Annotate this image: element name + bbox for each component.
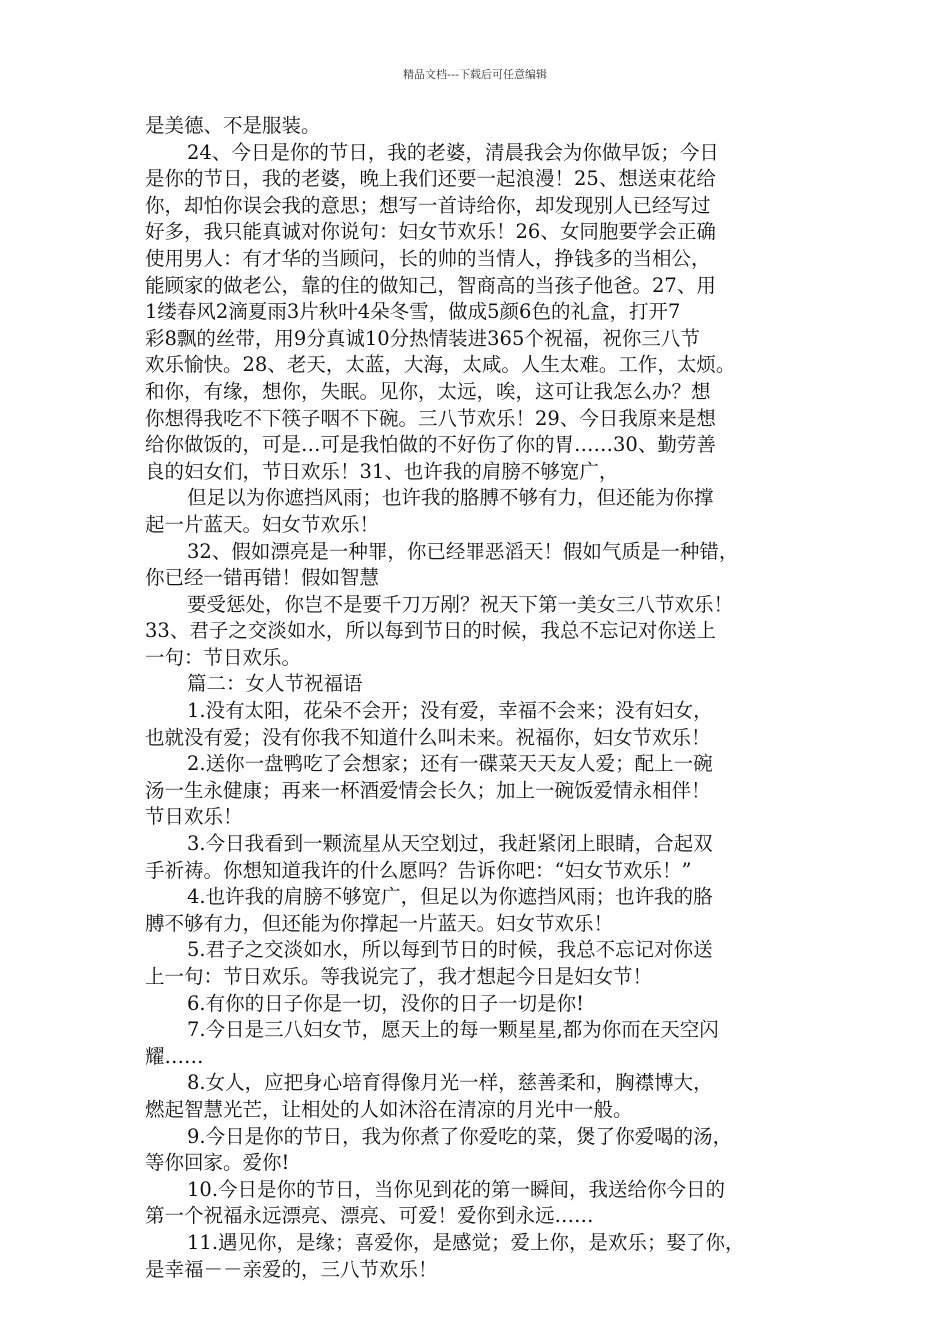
text-line: 1缕春风2滴夏雨3片秋叶4朵冬雪，做成5颜6色的礼盒，打开7 (145, 300, 681, 324)
text-line: 欢乐愉快。28、老天，太蓝，大海，太咸。人生太难。工作，太烦。 (145, 353, 736, 377)
text-line: 上一句：节日欢乐。等我说完了，我才想起今日是妇女节！ (145, 965, 653, 988)
text-line: 手祈祷。你想知道我许的什么愿吗？告诉你吧：“妇女节欢乐！” (145, 858, 692, 882)
text-line: 良的妇女们，节日欢乐！31、也许我的肩膀不够宽广， (145, 459, 619, 483)
text-line: 33、君子之交淡如水，所以每到节日的时候，我总不忘记对你送上 (145, 619, 716, 643)
text-line: 节日欢乐！ (145, 805, 243, 829)
text-line: 你想得我吃不下筷子咽不下碗。三八节欢乐！29、今日我原来是想 (145, 406, 716, 430)
text-line: 使用男人：有才华的当顾问，长的帅的当情人，挣钱多的当相公， (145, 246, 711, 270)
text-line: 好多，我只能真诚对你说句：妇女节欢乐！26、女同胞要学会正确 (145, 220, 716, 244)
text-line: 等你回家。爱你! (145, 1151, 290, 1175)
text-line: 也就没有爱；没有你我不知道什么叫未来。祝福你，妇女节欢乐！ (145, 725, 711, 749)
document-body (145, 113, 815, 1283)
text-line: 5.君子之交淡如水，所以每到节日的时候，我总不忘记对你送 (187, 938, 713, 962)
text-line: 是美德、不是服装。 (145, 114, 321, 137)
text-line: 2.送你一盘鸭吃了会想家；还有一碟菜天天友人爱；配上一碗 (187, 752, 713, 776)
text-line: 要受惩处，你岂不是要千刀万剐？祝天下第一美女三八节欢乐！ (187, 592, 734, 616)
text-line: 是你的节日，我的老婆，晚上我们还要一起浪漫！25、想送束花给 (145, 167, 716, 191)
text-line: 4.也许我的肩膀不够宽广，但足以为你遮挡风雨；也许我的胳 (187, 885, 713, 909)
text-line: 7.今日是三八妇女节，愿天上的每一颗星星,都为你而在天空闪 (187, 1018, 719, 1042)
text-line: 但足以为你遮挡风雨；也许我的胳膊不够有力，但还能为你撑 (187, 486, 714, 510)
text-line: 你，却怕你误会我的意思；想写一首诗给你，却发现别人已经写过 (145, 193, 711, 217)
text-line: 汤一生永健康；再来一杯酒爱情会长久；加上一碗饭爱情永相伴！ (145, 778, 711, 802)
text-line: 24、今日是你的节日，我的老婆，清晨我会为你做早饭；今日 (187, 140, 719, 164)
text-line: 32、假如漂亮是一种罪，你已经罪恶滔天！假如气质是一种错， (187, 539, 739, 563)
text-line: 燃起智慧光芒，让相处的人如沐浴在清凉的月光中一般。 (145, 1097, 633, 1121)
text-line: 起一片蓝天。妇女节欢乐！ (145, 512, 380, 536)
text-line: 8.女人，应把身心培育得像月光一样，慈善柔和，胸襟博大， (187, 1071, 713, 1095)
text-line: 你已经一错再错！假如智慧 (145, 566, 380, 590)
text-line: 膊不够有力，但还能为你撑起一片蓝天。妇女节欢乐！ (145, 911, 614, 935)
text-line: 给你做饭的，可是…可是我怕做的不好伤了你的胃……30、勤劳善 (145, 433, 716, 457)
text-line: 第一个祝福永远漂亮、漂亮、可爱！爱你到永远…… (145, 1204, 594, 1228)
text-line: 11.遇见你，是缘；喜爱你，是感觉；爱上你，是欢乐；娶了你， (187, 1230, 745, 1254)
text-line: 能顾家的做老公，靠的住的做知己，智商高的当孩子他爸。27、用 (145, 273, 716, 297)
text-line: 彩8飘的丝带，用9分真诚10分热情装进365个祝福，祝你三八节 (145, 326, 700, 350)
text-line: 和你，有缘，想你，失眠。见你，太远，唉，这可让我怎么办？想 (145, 379, 711, 403)
section-heading: 篇二：女人节祝福语 (187, 672, 363, 696)
text-line: 耀…… (145, 1044, 204, 1068)
text-line: 9.今日是你的节日，我为你煮了你爱吃的菜，煲了你爱喝的汤， (187, 1124, 733, 1148)
text-line: 是幸福－－亲爱的，三八节欢乐！ (145, 1257, 438, 1281)
text-line: 一句：节日欢乐。 (145, 645, 302, 669)
text-line: 1.没有太阳，花朵不会开；没有爱，幸福不会来；没有妇女， (187, 699, 713, 723)
page-header: 精品文档---下载后可任意编辑 (403, 68, 547, 81)
text-line: 10.今日是你的节日，当你见到花的第一瞬间，我送给你今日的 (187, 1177, 726, 1201)
text-line: 6.有你的日子你是一切，没你的日子一切是你! (187, 991, 584, 1015)
text-line: 3.今日我看到一颗流星从天空划过，我赶紧闭上眼睛，合起双 (187, 832, 713, 856)
